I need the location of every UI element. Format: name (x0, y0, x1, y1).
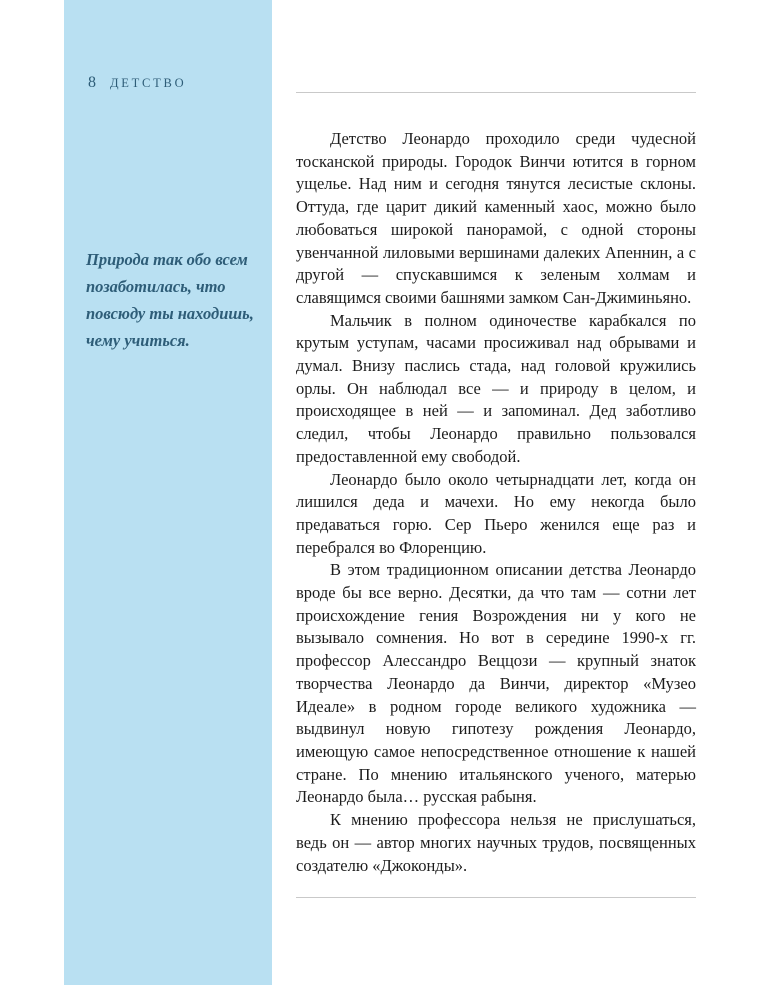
page-number: 8 (88, 74, 96, 91)
pull-quote: Природа так обо всем позаботилась, что повсюду ты находишь, чему учиться. (86, 250, 254, 350)
chapter-title: ДЕТСТВО (110, 76, 187, 90)
paragraph: Леонардо было около четырнадцати лет, когда он лишился деда и мачехи. Но ему некогда было предаваться горю. Сер Пьеро женился еще раз и перебрался во Флоренцию. (296, 469, 696, 557)
body-text-column (296, 128, 696, 877)
bottom-rule (296, 897, 696, 898)
paragraph: В этом традиционном описании детства Леонардо вроде бы все верно. Десятки, да что там — сотни лет происхождение гения Возрождения ни у кого не вызывало сомнения. Но вот в середине 1990-х гг. профессор Алессандро Веццози — крупный знаток творчества Леонардо да Винчи, директор «Музео Идеале» в родном городе великого художника — выдвинул новую гипотезу рождения Леонардо, имеющую самое непосредственное отношение к нашей стране. По мнению итальянского ученого, матерью Леонардо была… русская рабыня. (296, 560, 696, 807)
paragraph: Мальчик в полном одиночестве карабкался по крутым уступам, часами просиживал над обрывами и думал. Внизу паслись стада, над головой кружились орлы. Он наблюдал все — и природу в целом, и происходящее в ней — и запоминал. Дед заботливо следил, чтобы Леонардо правильно пользовался предоставленной ему свободой. (296, 310, 696, 466)
paragraph: К мнению профессора нельзя не прислушаться, ведь он — автор многих научных трудов, посвященных создателю «Джоконды». (296, 810, 696, 875)
top-rule (296, 92, 696, 93)
paragraph: Детство Леонардо проходило среди чудесной тосканской природы. Городок Винчи ютится в горном ущелье. Над ним и сегодня тянутся лесистые склоны. Оттуда, где царит дикий каменный хаос, можно было любоваться широкой панорамой, с одной стороны увенчанной лиловыми вершинами далеких Апеннин, а с другой — спускавшимся к зеленым холмам и славящимся своими башнями замком Сан-Джиминьяно. (296, 129, 696, 307)
sidebar-panel (64, 0, 272, 985)
running-header (88, 74, 186, 92)
